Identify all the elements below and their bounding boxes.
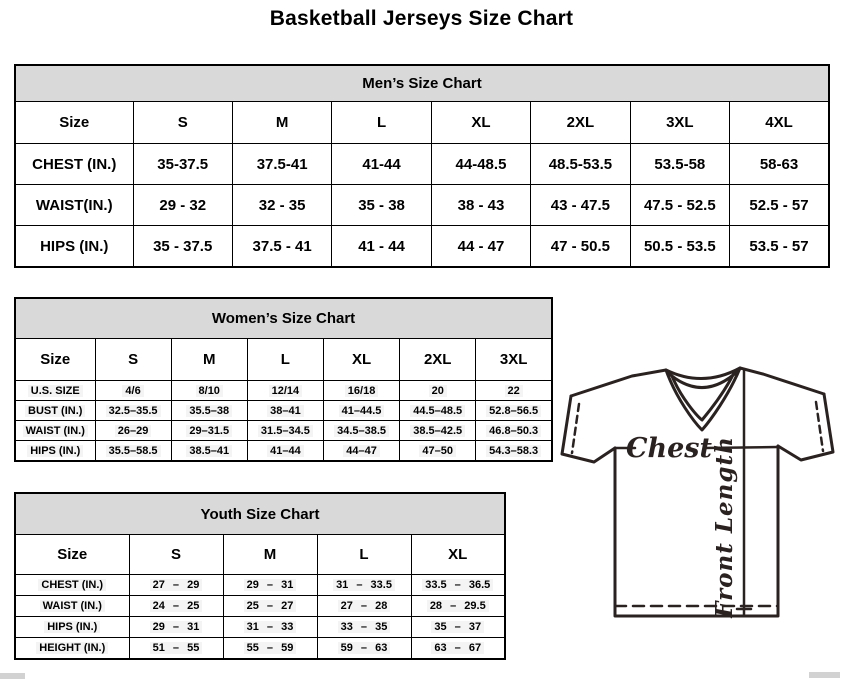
table-row (15, 617, 505, 638)
table-row (15, 596, 505, 617)
size-value-cell: 25 – 27 (223, 596, 317, 617)
table-row (15, 185, 829, 226)
size-column-header: XL (323, 339, 399, 381)
size-value-cell: 22 (476, 381, 552, 401)
size-value-cell: 55 – 59 (223, 638, 317, 660)
row-label: HIPS (IN.) (15, 441, 95, 462)
row-label: WAIST(IN.) (15, 185, 133, 226)
size-value-cell: 44–47 (323, 441, 399, 462)
size-value-cell: 32.5–35.5 (95, 401, 171, 421)
size-value-cell: 38.5–42.5 (400, 421, 476, 441)
size-value-cell: 37.5 - 41 (232, 226, 331, 268)
size-value-cell: 52.5 - 57 (730, 185, 829, 226)
size-value-cell: 44 - 47 (431, 226, 530, 268)
table-row (15, 381, 552, 401)
size-value-cell: 33 – 35 (317, 617, 411, 638)
size-header-label: Size (15, 102, 133, 144)
table-row (15, 575, 505, 596)
size-value-cell: 29–31.5 (171, 421, 247, 441)
table-title: Women’s Size Chart (15, 298, 552, 339)
size-value-cell: 52.8–56.5 (476, 401, 552, 421)
table-row (15, 638, 505, 660)
row-label: CHEST (IN.) (15, 144, 133, 185)
size-column-header: L (332, 102, 431, 144)
table-title: Men’s Size Chart (15, 65, 829, 102)
size-column-header: 4XL (730, 102, 829, 144)
size-column-header: 2XL (400, 339, 476, 381)
size-value-cell: 47–50 (400, 441, 476, 462)
table-row (15, 441, 552, 462)
size-column-header: XL (431, 102, 530, 144)
size-value-cell: 28 – 29.5 (411, 596, 505, 617)
size-value-cell: 35.5–38 (171, 401, 247, 421)
front-length-label: Front Length (711, 436, 738, 618)
jersey-shoulder-left (571, 370, 666, 396)
size-value-cell: 38–41 (247, 401, 323, 421)
ui-fragment-right (809, 672, 840, 678)
mens-size-table (14, 64, 830, 268)
womens-size-table (14, 297, 553, 462)
table-row (15, 421, 552, 441)
size-value-cell: 41 - 44 (332, 226, 431, 268)
size-value-cell: 29 – 31 (129, 617, 223, 638)
row-label: U.S. SIZE (15, 381, 95, 401)
size-value-cell: 44.5–48.5 (400, 401, 476, 421)
size-value-cell: 47.5 - 52.5 (630, 185, 729, 226)
size-column-header: 2XL (531, 102, 630, 144)
size-value-cell: 31 – 33.5 (317, 575, 411, 596)
size-value-cell: 35-37.5 (133, 144, 232, 185)
size-header-row (15, 535, 505, 575)
size-column-header: 3XL (476, 339, 552, 381)
size-value-cell: 41–44 (247, 441, 323, 462)
size-value-cell: 27 – 28 (317, 596, 411, 617)
size-value-cell: 48.5-53.5 (531, 144, 630, 185)
size-value-cell: 35.5–58.5 (95, 441, 171, 462)
table-row (15, 226, 829, 268)
size-header-label: Size (15, 535, 129, 575)
size-value-cell: 16/18 (323, 381, 399, 401)
size-value-cell: 46.8–50.3 (476, 421, 552, 441)
chest-label: Chest (626, 433, 712, 464)
size-value-cell: 8/10 (171, 381, 247, 401)
size-column-header: M (232, 102, 331, 144)
size-column-header: 3XL (630, 102, 729, 144)
size-header-row (15, 339, 552, 381)
row-label: HEIGHT (IN.) (15, 638, 129, 660)
table-title-row (15, 298, 552, 339)
size-value-cell: 51 – 55 (129, 638, 223, 660)
ui-fragment-left (0, 673, 25, 679)
size-value-cell: 41-44 (332, 144, 431, 185)
size-column-header: S (129, 535, 223, 575)
row-label: HIPS (IN.) (15, 617, 129, 638)
jersey-sleeve-right (778, 394, 833, 460)
size-value-cell: 24 – 25 (129, 596, 223, 617)
size-value-cell: 29 – 31 (223, 575, 317, 596)
jersey-cuff-stitch-right (816, 402, 823, 451)
table-row (15, 401, 552, 421)
jersey-sleeve-left (562, 396, 615, 462)
size-value-cell: 12/14 (247, 381, 323, 401)
size-value-cell: 26–29 (95, 421, 171, 441)
size-value-cell: 4/6 (95, 381, 171, 401)
size-value-cell: 31 – 33 (223, 617, 317, 638)
size-value-cell: 53.5 - 57 (730, 226, 829, 268)
row-label: HIPS (IN.) (15, 226, 133, 268)
size-value-cell: 37.5-41 (232, 144, 331, 185)
size-value-cell: 54.3–58.3 (476, 441, 552, 462)
youth-size-table (14, 492, 506, 660)
size-value-cell: 31.5–34.5 (247, 421, 323, 441)
size-value-cell: 63 – 67 (411, 638, 505, 660)
jersey-cuff-stitch-left (572, 404, 579, 453)
size-column-header: XL (411, 535, 505, 575)
size-column-header: M (171, 339, 247, 381)
table-title: Youth Size Chart (15, 493, 505, 535)
table-title-row (15, 65, 829, 102)
size-value-cell: 33.5 – 36.5 (411, 575, 505, 596)
size-value-cell: 53.5-58 (630, 144, 729, 185)
size-column-header: S (95, 339, 171, 381)
row-label: BUST (IN.) (15, 401, 95, 421)
size-value-cell: 29 - 32 (133, 185, 232, 226)
size-value-cell: 41–44.5 (323, 401, 399, 421)
jersey-diagram (558, 364, 842, 626)
size-value-cell: 20 (400, 381, 476, 401)
size-value-cell: 35 – 37 (411, 617, 505, 638)
size-header-row (15, 102, 829, 144)
jersey-shoulder-right (740, 368, 824, 394)
size-value-cell: 35 - 38 (332, 185, 431, 226)
size-value-cell: 27 – 29 (129, 575, 223, 596)
size-value-cell: 43 - 47.5 (531, 185, 630, 226)
size-value-cell: 35 - 37.5 (133, 226, 232, 268)
row-label: WAIST (IN.) (15, 421, 95, 441)
size-column-header: L (247, 339, 323, 381)
size-value-cell: 58-63 (730, 144, 829, 185)
table-row (15, 144, 829, 185)
size-value-cell: 47 - 50.5 (531, 226, 630, 268)
size-value-cell: 38 - 43 (431, 185, 530, 226)
size-value-cell: 32 - 35 (232, 185, 331, 226)
size-value-cell: 34.5–38.5 (323, 421, 399, 441)
jersey-body-outline (615, 446, 778, 616)
size-value-cell: 59 – 63 (317, 638, 411, 660)
size-column-header: M (223, 535, 317, 575)
row-label: CHEST (IN.) (15, 575, 129, 596)
size-value-cell: 50.5 - 53.5 (630, 226, 729, 268)
size-header-label: Size (15, 339, 95, 381)
row-label: WAIST (IN.) (15, 596, 129, 617)
size-value-cell: 44-48.5 (431, 144, 530, 185)
size-column-header: S (133, 102, 232, 144)
size-column-header: L (317, 535, 411, 575)
page-title: Basketball Jerseys Size Chart (269, 7, 574, 30)
size-value-cell: 38.5–41 (171, 441, 247, 462)
table-title-row (15, 493, 505, 535)
